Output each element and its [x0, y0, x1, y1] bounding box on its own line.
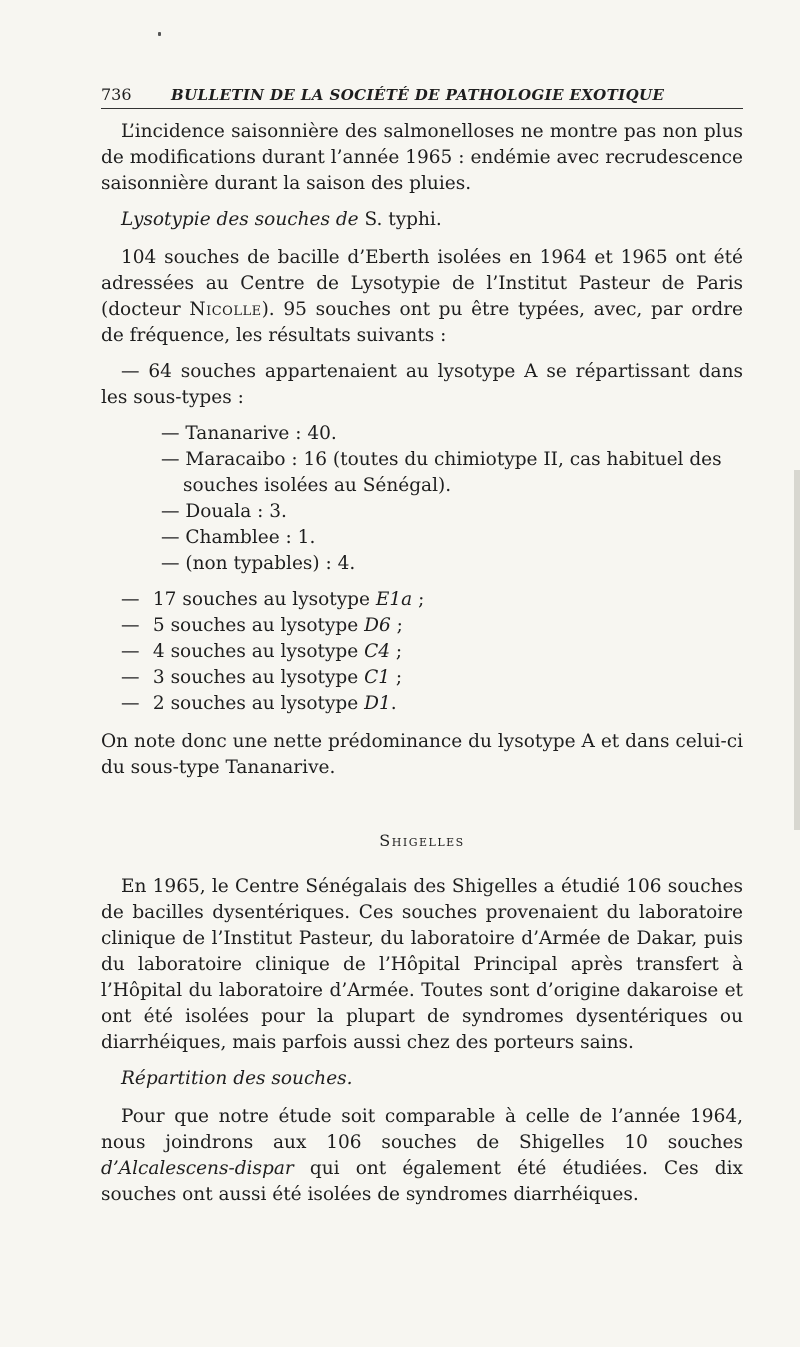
paragraph-repartition: [101, 1104, 743, 1208]
lysotype-count: 4: [152, 641, 165, 662]
author-name: Nicolle: [189, 299, 262, 320]
page-number: 736: [101, 85, 132, 104]
species-name: d’Alcalescens-dispar: [101, 1158, 294, 1179]
lysotype-item: — 4 souches au lysotype C4 ;: [121, 641, 403, 662]
page-header: [101, 85, 743, 109]
repartition-heading-text: Répartition des souches.: [121, 1068, 353, 1089]
lysotype-item: — 2 souches au lysotype D1.: [121, 693, 397, 714]
lysotype-count: 17: [152, 589, 177, 610]
lysotype-code: D1: [364, 693, 391, 714]
lysotype-code: E1a: [375, 589, 413, 610]
paragraph-predominance: On note donc une nette prédominance du lysotype A et dans celui-ci du sous-type Tananarive.: [101, 731, 743, 778]
paragraph-incidence: L’incidence saisonnière des salmonelloses ne montre pas non plus de modifications durant l’année 1965 : endémie avec recrudescence saisonnière durant la saison des pluies.: [101, 121, 743, 194]
subtype-item: — Tananarive : 40.: [161, 423, 337, 444]
lysotype-count: 3: [152, 667, 165, 688]
lysotype-a-block: [101, 359, 743, 577]
lysotypie-heading-prefix: Lysotypie des souches de: [121, 209, 359, 230]
subtype-list: [101, 421, 743, 577]
paragraph-souches-after: ). 95 souches ont pu être typées, avec, par ordre de fréquence, les résultats suivants :: [101, 299, 743, 346]
lysotype-item: — 5 souches au lysotype D6 ;: [121, 615, 403, 636]
lysotype-a-item: — 64 souches appartenaient au lysotype A se répartissant dans les sous-types :: [101, 361, 743, 408]
lysotype-count: 2: [152, 693, 165, 714]
lysotype-count: 5: [152, 615, 165, 636]
lysotypie-heading-organism: S. typhi.: [364, 209, 442, 230]
lysotype-item: — 3 souches au lysotype C1 ;: [121, 667, 403, 688]
page-edge-shadow: [794, 470, 800, 830]
paragraph-souches-before: 104 souches de bacille d’Eberth isolées en 1964 et 1965 ont été adressées au Centre de Lysotypie de l’Institut Pasteur de Paris (docteur: [101, 247, 743, 320]
lysotype-code: C4: [364, 641, 391, 662]
subtype-item: — Douala : 3.: [161, 501, 287, 522]
document-page: [101, 85, 743, 1208]
section-title-shigelles: Shigelles: [379, 831, 465, 850]
lysotype-item: — 17 souches au lysotype E1a ;: [121, 589, 425, 610]
paragraph-shigelles: En 1965, le Centre Sénégalais des Shigelles a étudié 106 souches de bacilles dysentériques. Ces souches provenaient du laboratoire clinique de l’Institut Pasteur, du laboratoire d’Armée de Dakar, puis du laboratoire clinique de l’Hôpital Principal après transfert à l’Hôpital du laboratoire d’Armée. Toutes sont d’origine dakaroise et ont été isolées pour la plupart de syndromes dysentériques ou diarrhéiques, mais parfois aussi chez des porteurs sains.: [101, 876, 743, 1053]
lysotype-code: D6: [364, 615, 391, 636]
ink-speck: [158, 32, 161, 36]
running-title: BULLETIN DE LA SOCIÉTÉ DE PATHOLOGIE EXOTIQUE: [171, 86, 665, 104]
lysotype-list: [101, 587, 743, 717]
paragraph-repartition-before: Pour que notre étude soit comparable à celle de l’année 1964, nous joindrons aux 106 souches de Shigelles 10 souches: [101, 1106, 743, 1153]
paragraph-souches: [101, 245, 743, 349]
paragraph-repartition-after: qui ont également été étudiées. Ces dix souches ont aussi été isolées de syndromes diarrhéiques.: [101, 1158, 743, 1205]
repartition-heading: [101, 1066, 743, 1092]
lysotype-code: C1: [364, 667, 391, 688]
subtype-item: — Chamblee : 1.: [161, 527, 316, 548]
subtype-item: — Maracaibo : 16 (toutes du chimiotype II, cas habituel des souches isolées au Sénégal).: [161, 449, 722, 496]
subtype-item: — (non typables) : 4.: [161, 553, 356, 574]
lysotypie-heading: [101, 207, 743, 233]
